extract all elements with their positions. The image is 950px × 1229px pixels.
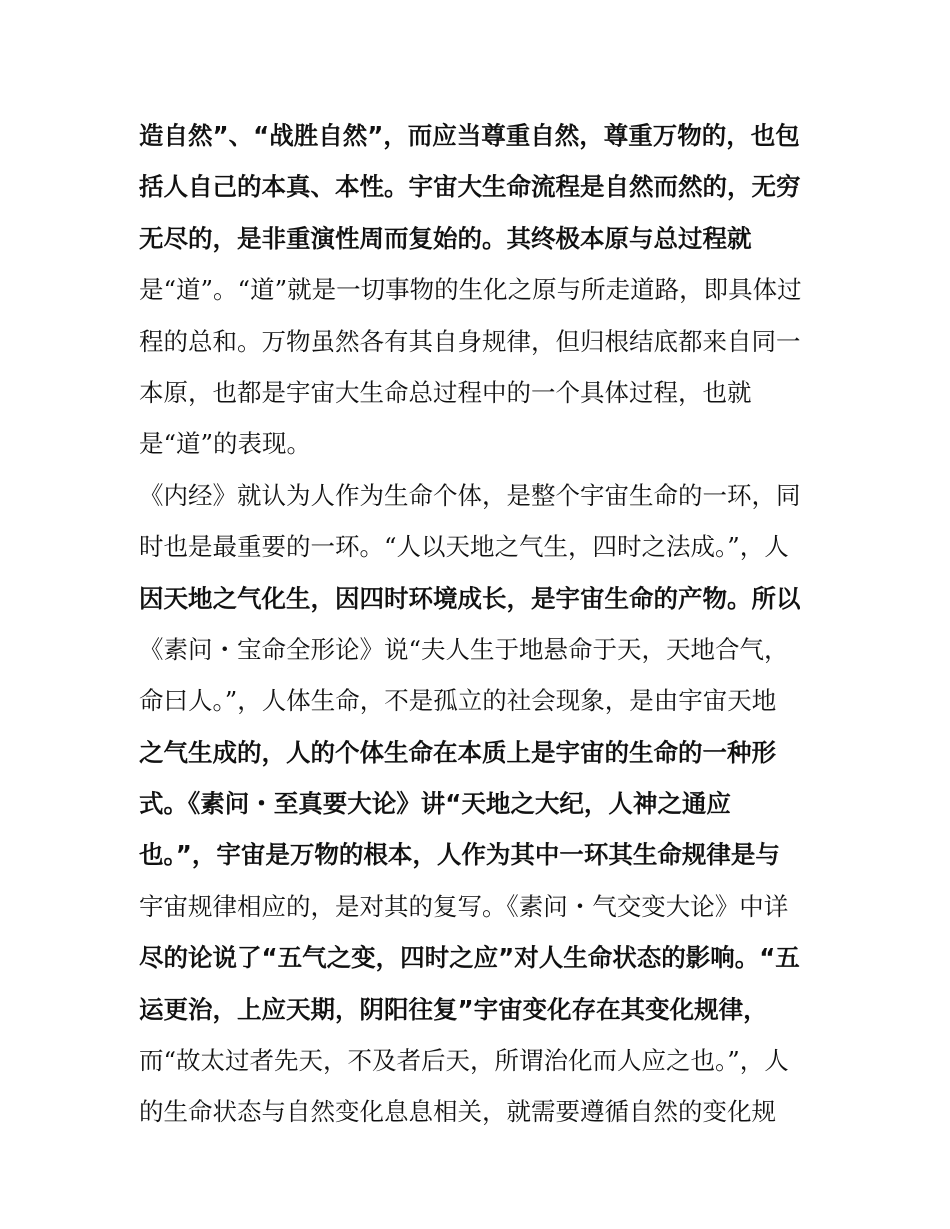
text-line-14: 式。《素问・至真要大论》讲“天地之大纪，人神之通应 xyxy=(139,789,731,819)
text-line-15: 也。”，宇宙是万物的根本，人作为其中一环其生命规律是与 xyxy=(139,840,780,870)
text-line-10: 因天地之气化生，因四时环境成长，是宇宙生命的产物。所以 xyxy=(139,583,801,613)
text-line-4: 是“道”。“道”就是一切事物的生化之原与所走道路，即具体过 xyxy=(139,275,802,305)
body-text xyxy=(139,110,819,1138)
text-line-8: 《内经》就认为人作为生命个体，是整个宇宙生命的一环，同 xyxy=(139,480,801,510)
text-line-13: 之气生成的，人的个体生命在本质上是宇宙的生命的一种形 xyxy=(139,737,776,767)
text-line-2: 括人自己的本真、本性。宇宙大生命流程是自然而然的，无穷 xyxy=(139,172,801,202)
text-line-20: 的生命状态与自然变化息息相关，就需要遵循自然的变化规 xyxy=(139,1097,776,1127)
text-line-12: 命曰人。”，人体生命，不是孤立的社会现象，是由宇宙天地 xyxy=(139,686,777,716)
text-line-6: 本原，也都是宇宙大生命总过程中的一个具体过程，也就 xyxy=(139,377,752,407)
text-line-19: 而“故太过者先天，不及者后天，所谓治化而人应之也。”，人 xyxy=(139,1046,789,1076)
text-line-1: 造自然”、“战胜自然”，而应当尊重自然，尊重万物的，也包 xyxy=(139,121,800,150)
text-line-11: 《素问・宝命全形论》说“夫人生于地悬命于天，天地合气， xyxy=(139,634,789,664)
text-line-18: 运更治，上应天期，阴阳往复”宇宙变化存在其变化规律， xyxy=(139,994,768,1024)
text-line-17: 尽的论说了“五气之变，四时之应”对人生命状态的影响。“五 xyxy=(139,943,800,973)
text-line-7: 是“道”的表现。 xyxy=(139,429,312,459)
text-line-5: 程的总和。万物虽然各有其自身规律，但归根结底都来自同一 xyxy=(139,326,801,356)
text-line-9: 时也是最重要的一环。“人以天地之气生，四时之法成。”，人 xyxy=(139,532,789,562)
text-line-3: 无尽的，是非重演性周而复始的。其终极本原与总过程就 xyxy=(139,223,752,253)
text-line-16: 宇宙规律相应的，是对其的复写。《素问・气交变大论》中详 xyxy=(139,891,789,921)
